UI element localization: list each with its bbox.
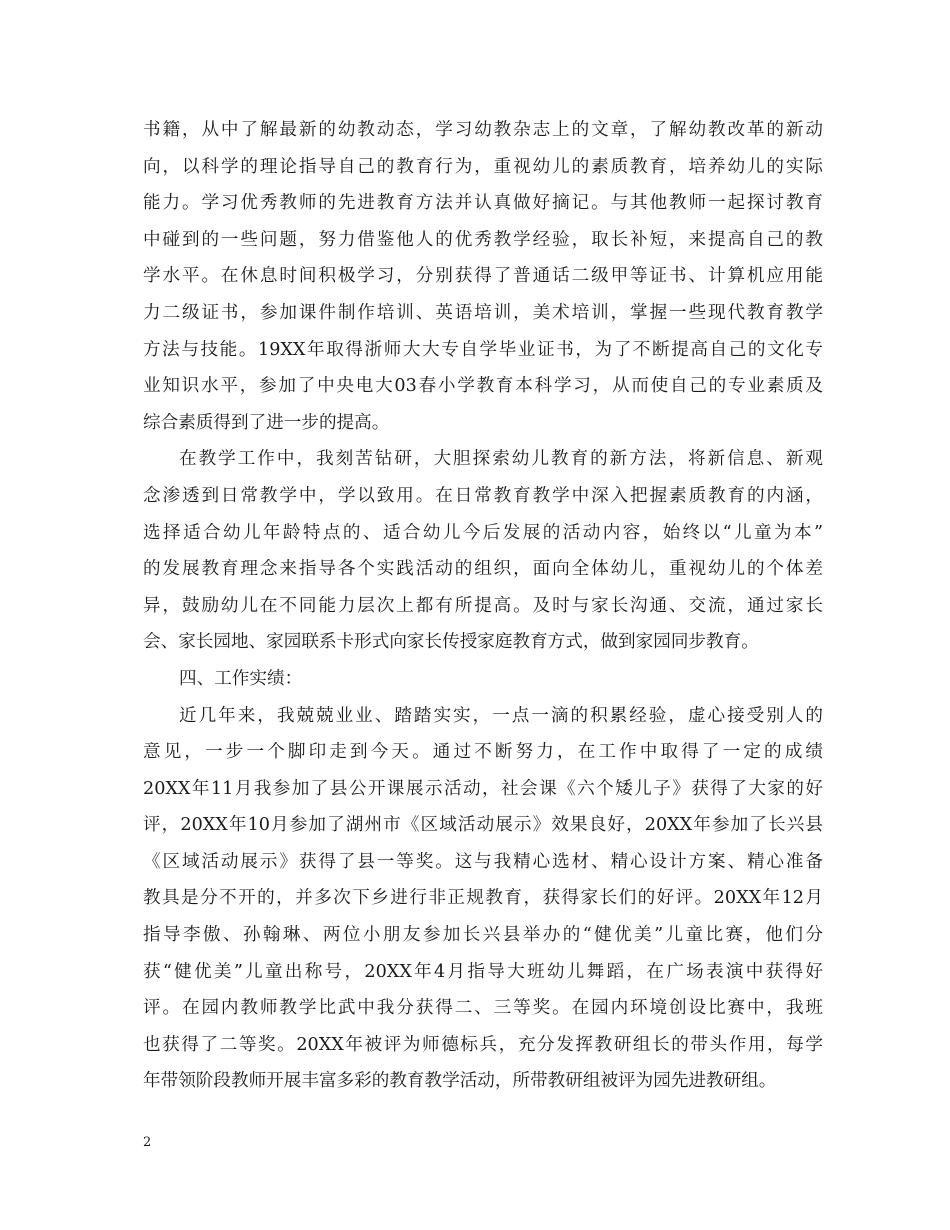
text-line: 的发展教育理念来指导各个实践活动的组织，面向全体幼儿，重视幼儿的个体差 xyxy=(143,559,823,580)
text-line: 中碰到的一些问题，努力借鉴他人的优秀教学经验，取长补短，来提高自己的教 xyxy=(143,229,823,250)
paragraph xyxy=(143,698,823,1101)
text-line: 20XX年11月我参加了县公开课展示活动，社会课《六个矮儿子》获得了大家的好 xyxy=(143,778,823,799)
text-line: 业知识水平，参加了中央电大03春小学教育本科学习，从而使自己的专业素质及 xyxy=(143,376,823,397)
text-line: 评。在园内教师教学比武中我分获得二、三等奖。在园内环境创设比赛中，我班 xyxy=(143,998,823,1019)
text-line: 能力。学习优秀教师的先进教育方法并认真做好摘记。与其他教师一起探讨教育 xyxy=(143,193,823,214)
text-line: 力二级证书，参加课件制作培训、英语培训，美术培训，掌握一些现代教育教学 xyxy=(143,302,823,323)
text-line: 会、家长园地、家园联系卡形式向家长传授家庭教育方式，做到家园同步教育。 xyxy=(143,632,759,653)
text-line: 指导李傲、孙翰琳、两位小朋友参加长兴县举办的“健优美”儿童比赛，他们分 xyxy=(143,925,823,946)
text-line: 四、工作实绩： xyxy=(179,668,303,689)
paragraph xyxy=(143,661,823,698)
text-line: 年带领阶段教师开展丰富多彩的教育教学活动，所带教研组被评为园先进教研组。 xyxy=(143,1071,777,1092)
text-line: 选择适合幼儿年龄特点的、适合幼儿今后发展的活动内容，始终以“儿童为本” xyxy=(143,522,823,543)
text-line: 方法与技能。19XX年取得浙师大大专自学毕业证书，为了不断提高自己的文化专 xyxy=(143,339,823,360)
text-line: 意见，一步一个脚印走到今天。通过不断努力，在工作中取得了一定的成绩 xyxy=(143,742,823,763)
text-line: 念渗透到日常教学中，学以致用。在日常教育教学中深入把握素质教育的内涵， xyxy=(143,485,823,506)
document-body xyxy=(143,112,823,1100)
text-line: 书籍，从中了解最新的幼教动态，学习幼教杂志上的文章，了解幼教改革的新动 xyxy=(143,120,823,140)
text-line: 近几年来，我兢兢业业、踏踏实实，一点一滴的积累经验，虚心接受别人的 xyxy=(179,705,823,726)
paragraph xyxy=(143,441,823,661)
text-line: 学水平。在休息时间积极学习，分别获得了普通话二级甲等证书、计算机应用能 xyxy=(143,266,823,287)
text-line: 异，鼓励幼儿在不同能力层次上都有所提高。及时与家长沟通、交流，通过家长 xyxy=(143,595,823,616)
text-line: 评，20XX年10月参加了湖州市《区域活动展示》效果良好，20XX年参加了长兴县 xyxy=(143,815,823,836)
paragraph xyxy=(143,112,823,441)
text-line: 教具是分不开的，并多次下乡进行非正规教育，获得家长们的好评。20XX年12月 xyxy=(143,888,823,909)
text-line: 在教学工作中，我刻苦钻研，大胆探索幼儿教育的新方法，将新信息、新观 xyxy=(179,449,823,470)
page-number: 2 xyxy=(143,1135,152,1150)
text-line: 综合素质得到了进一步的提高。 xyxy=(143,412,390,433)
text-line: 向，以科学的理论指导自己的教育行为，重视幼儿的素质教育，培养幼儿的实际 xyxy=(143,156,823,177)
text-line: 获“健优美”儿童出称号，20XX年4月指导大班幼儿舞蹈，在广场表演中获得好 xyxy=(143,961,823,982)
text-line: 也获得了二等奖。20XX年被评为师德标兵，充分发挥教研组长的带头作用，每学 xyxy=(143,1034,823,1055)
text-line: 《区域活动展示》获得了县一等奖。这与我精心选材、精心设计方案、精心准备 xyxy=(143,851,823,872)
